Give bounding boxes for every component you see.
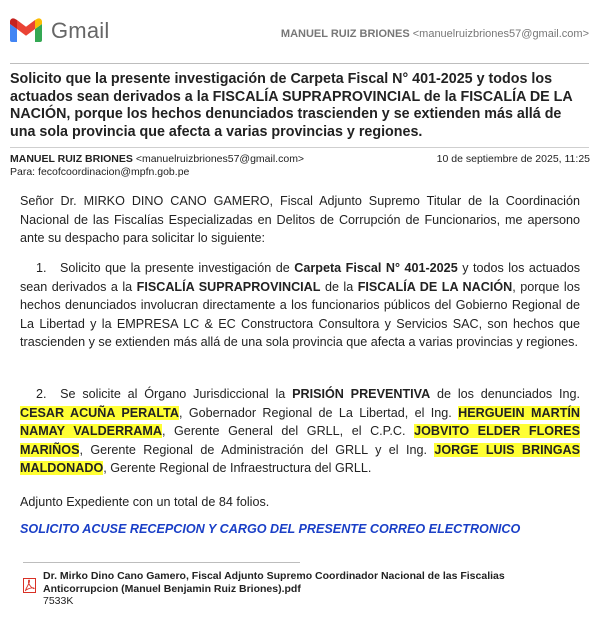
item-1-fiscalia-supra: FISCALÍA SUPRAPROVINCIAL [136, 279, 321, 294]
sender-line [10, 153, 590, 165]
account-info [281, 28, 589, 40]
account-name: MANUEL RUIZ BRIONES [280, 28, 410, 40]
request-item-1 [20, 259, 580, 352]
highlight-name: JOBVITO ELDER FLORES MARIÑOS [20, 424, 580, 457]
sender-email: <manuelruizbriones57@gmail.com> [135, 153, 305, 165]
item-1-text: de la [320, 279, 358, 294]
header-divider [10, 63, 589, 64]
gmail-m-logo-icon [10, 18, 42, 42]
attachment-size: 7533K [43, 595, 74, 607]
email-date: 10 de septiembre de 2025, 11:25 [436, 153, 590, 165]
highlight-name: HERGUEIN MARTÍN NAMAY VALDERRAMA [20, 405, 580, 438]
item-2-text: Se solicite al Órgano Jurisdiccional la [60, 387, 293, 401]
item-1-text: y todos los actuados sean derivados a la [20, 261, 581, 294]
email-subject: Solicito que la presente investigación de Carpeta Fiscal N° 401-2025 y todos los actuados sean derivados a la FISCALÍA SUPRAPROVINCIAL de la FISCALÍA DE LA NACIÓN, porque los hechos denunciados trascienden y se extienden más allá de una sola provincia que afecta a varias provincias y regiones. [10, 71, 573, 140]
item-1-carpeta: Carpeta Fiscal N° 401-2025 [294, 261, 458, 275]
item-2-text: de los denunciados Ing. [430, 387, 580, 401]
pdf-icon[interactable] [23, 578, 36, 593]
highlight-name: CESAR ACUÑA PERALTA [20, 405, 179, 420]
item-1-number: 1. [36, 261, 47, 275]
subject-divider [10, 147, 589, 148]
sender-name: MANUEL RUIZ BRIONES [10, 153, 133, 165]
recipient-line [10, 166, 189, 178]
item-2-text: , Gerente Regional de Infraestructura del GRLL. [103, 461, 372, 475]
item-2-text: , Gerente Regional de Administración del GRLL y el Ing. [79, 442, 435, 457]
recipient-email: fecofcoordinacion@mpfn.gob.pe [38, 166, 190, 178]
item-2-text: , Gerente General del GRLL, el C.P.C. [161, 424, 415, 438]
body-intro: Señor Dr. MIRKO DINO CANO GAMERO, Fiscal Adjunto Supremo Titular de la Coordinación Nacional de las Fiscalías Especializadas en Delitos de Corrupción de Funcionarios, me apersono ante su despacho para solicitar lo siguiente: [20, 194, 580, 245]
gmail-header [10, 14, 603, 54]
item-1-fiscalia-nacion: FISCALÍA DE LA NACIÓN [357, 279, 513, 294]
adjunto-line: Adjunto Expediente con un total de 84 folios. [20, 495, 270, 509]
acknowledgment-request: SOLICITO ACUSE RECEPCION Y CARGO DEL PRESENTE CORREO ELECTRONICO [20, 522, 521, 536]
item-2-text: , Gobernador Regional de La Libertad, el Ing. [178, 405, 459, 420]
item-2-number: 2. [36, 387, 47, 401]
to-label: Para: [10, 166, 36, 178]
item-1-text: , porque los hechos denunciados involucran directamente a los funcionarios públicos del Gobierno Regional de La Libertad y la EMPRESA LC & EC Constructora Consultora y Servicios SAC, son hechos que trascienden y se extienden más allá de una sola provincia que afecta a varias provincias y regiones. [20, 279, 581, 349]
attachment-divider [23, 562, 300, 563]
account-email: <manuelruizbriones57@gmail.com> [412, 28, 589, 40]
item-1-text: Solicito que la presente investigación de [60, 261, 295, 275]
request-item-2 [20, 385, 580, 478]
highlight-name: JORGE LUIS BRINGAS MALDONADO [20, 442, 580, 475]
item-2-prision: PRISIÓN PREVENTIVA [292, 387, 431, 401]
attachment-filename[interactable]: Dr. Mirko Dino Cano Gamero, Fiscal Adjunto Supremo Coordinador Nacional de las Fiscalias Anticorrupcion (Manuel Benjamin Ruiz Briones).pdf [43, 570, 505, 595]
gmail-wordmark: Gmail [51, 18, 110, 43]
